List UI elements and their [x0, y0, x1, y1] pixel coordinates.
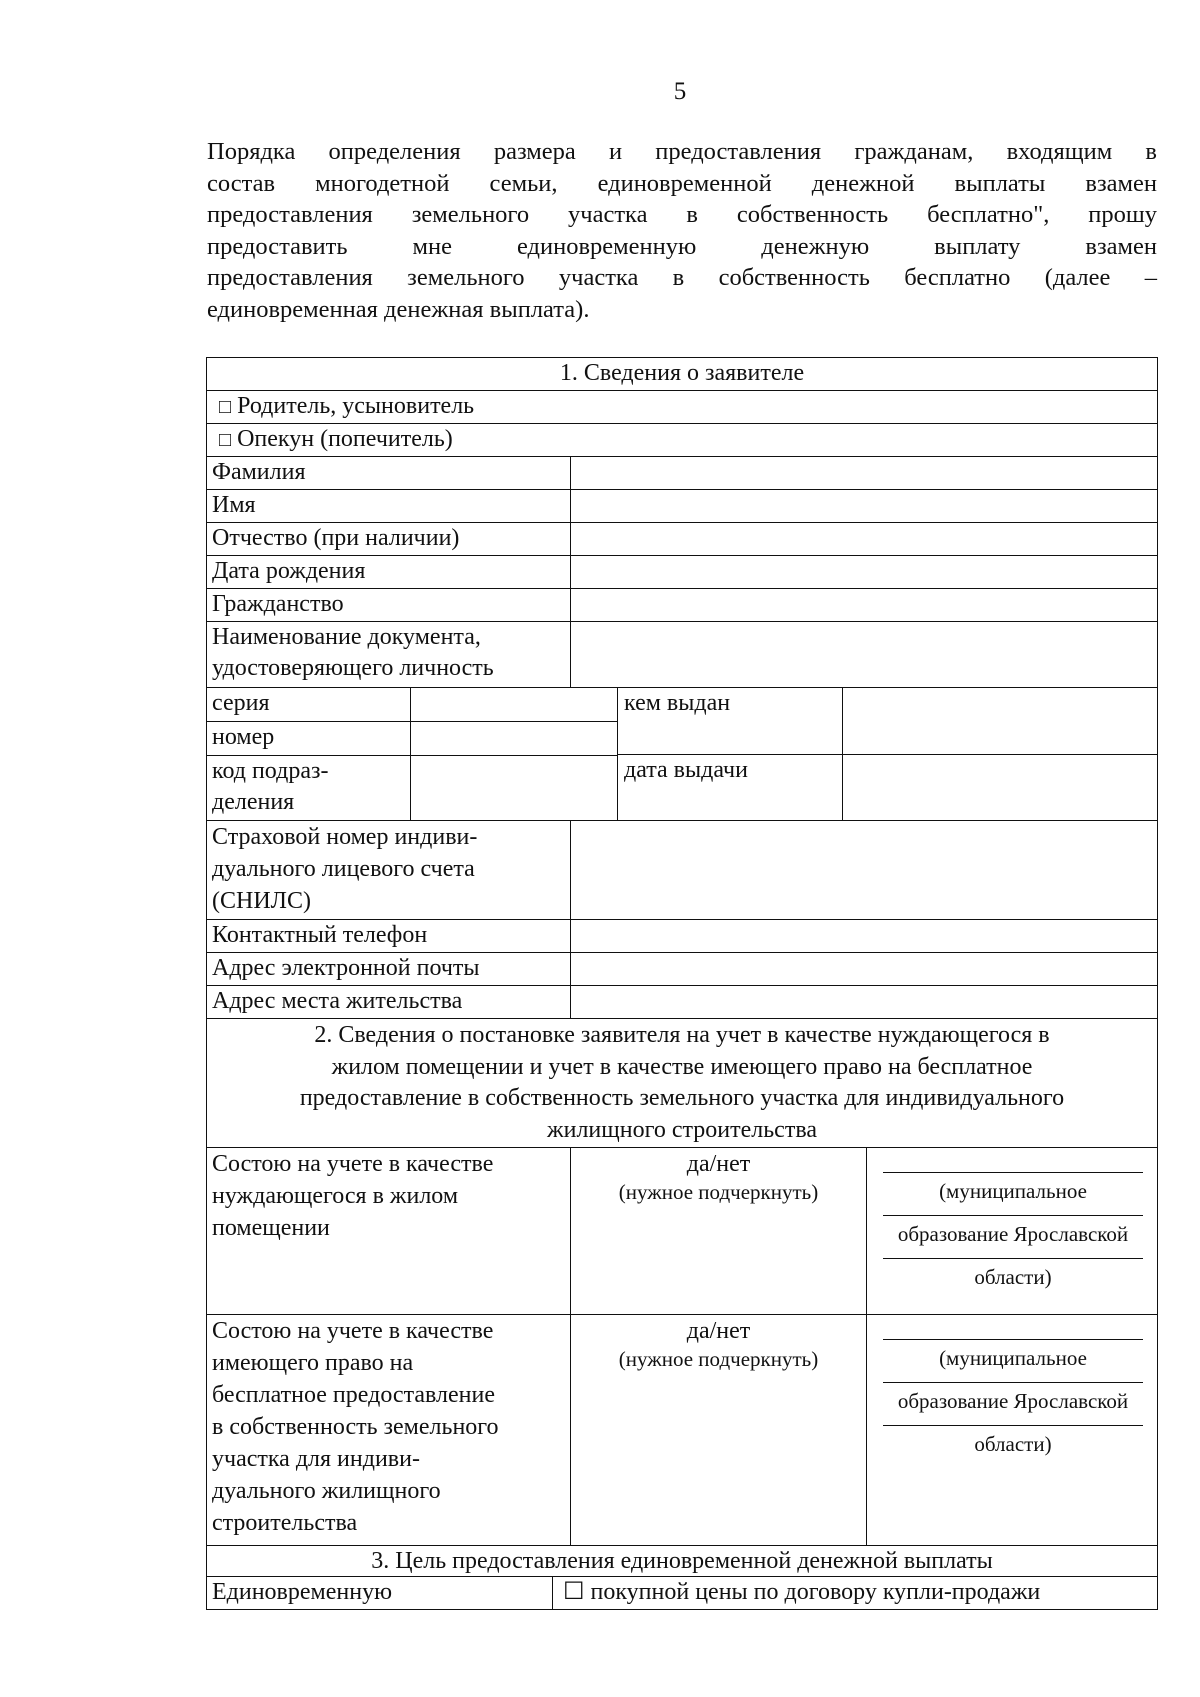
snils-row: [207, 821, 1157, 920]
option-parent-label: Родитель, усыновитель: [237, 393, 475, 419]
number-label: номер: [207, 722, 411, 755]
intro-paragraph: [207, 136, 1157, 325]
phone-field[interactable]: [571, 920, 1157, 952]
underline-hint: (нужное подчеркнуть): [618, 1180, 819, 1204]
birth-date-row: [207, 556, 1157, 589]
id-document-field[interactable]: [571, 622, 1157, 687]
series-row: [207, 688, 617, 722]
goal-row: [207, 1577, 1157, 1609]
surname-field[interactable]: [571, 457, 1157, 489]
passport-details: [207, 688, 1157, 821]
number-row: [207, 722, 617, 756]
goal-option[interactable]: [553, 1577, 1157, 1609]
option-parent-row[interactable]: [207, 391, 1157, 424]
email-label: Адрес электронной почты: [207, 953, 571, 985]
land-right-municipality[interactable]: (муниципальное образование Ярославской области): [867, 1315, 1157, 1545]
unit-code-row: [207, 756, 617, 820]
id-document-label: Наименование документа, удостоверяющего личность: [207, 622, 571, 687]
snils-label: Страховой номер индиви- дуального лицевого счета (СНИЛС): [207, 821, 571, 919]
unit-code-field[interactable]: [411, 756, 617, 820]
address-field[interactable]: [571, 986, 1157, 1018]
phone-row: [207, 920, 1157, 953]
surname-row: [207, 457, 1157, 490]
checkbox-icon[interactable]: ☐: [563, 1579, 585, 1605]
surname-label: Фамилия: [207, 457, 571, 489]
citizenship-row: [207, 589, 1157, 622]
application-form-table: [206, 357, 1158, 1610]
intro-line: состав многодетной семьи, единовременной денежной выплаты взамен: [207, 169, 1157, 197]
housing-need-label: Состою на учете в качестве нуждающегося в жилом помещении: [207, 1148, 571, 1314]
land-right-answer[interactable]: [571, 1315, 867, 1545]
email-field[interactable]: [571, 953, 1157, 985]
issue-date-row: [618, 755, 1157, 821]
snils-field[interactable]: [571, 821, 1157, 919]
option-guardian-row[interactable]: [207, 424, 1157, 457]
option-guardian-label: Опекун (попечитель): [237, 426, 453, 452]
section2-title: 2. Сведения о постановке заявителя на учет в качестве нуждающегося в жилом помещении и учет в качестве имеющего право на бесплатное предоставление в собственность земельного участка для индивидуального жилищного строительства: [207, 1019, 1157, 1148]
intro-line: Порядка определения размера и предоставления гражданам, входящим в: [207, 138, 1157, 165]
housing-need-row: [207, 1148, 1157, 1315]
birth-date-field[interactable]: [571, 556, 1157, 588]
housing-need-municipality[interactable]: (муниципальное образование Ярославской области): [867, 1148, 1157, 1314]
page-number: 5: [673, 78, 687, 105]
address-label: Адрес места жительства: [207, 986, 571, 1018]
intro-line: предоставления земельного участка в собственность бесплатно (далее –: [207, 264, 1157, 291]
intro-line: предоставления земельного участка в собственность бесплатно", прошу: [207, 201, 1157, 228]
issued-by-field[interactable]: [843, 688, 1157, 754]
issue-date-field[interactable]: [843, 755, 1157, 821]
issued-by-label: кем выдан: [618, 688, 843, 754]
name-row: [207, 490, 1157, 523]
section3-title: 3. Цель предоставления единовременной денежной выплаты: [207, 1546, 1157, 1577]
issued-by-row: [618, 688, 1157, 755]
land-right-label: Состою на учете в качестве имеющего право на бесплатное предоставление в собственность земельного участка для индиви- дуального жилищного строительства: [207, 1315, 571, 1545]
section1-title: 1. Сведения о заявителе: [559, 360, 805, 386]
issue-date-label: дата выдачи: [618, 755, 843, 821]
number-field[interactable]: [411, 722, 617, 755]
address-row: [207, 986, 1157, 1019]
name-label: Имя: [207, 490, 571, 522]
citizenship-field[interactable]: [571, 589, 1157, 621]
citizenship-label: Гражданство: [207, 589, 571, 621]
checkbox-icon[interactable]: □: [219, 429, 232, 451]
intro-line: предоставить мне единовременную денежную выплату взамен: [207, 232, 1157, 260]
underline-hint: (нужное подчеркнуть): [618, 1347, 819, 1371]
goal-label: Единовременную: [207, 1577, 553, 1609]
housing-need-answer[interactable]: [571, 1148, 867, 1314]
name-field[interactable]: [571, 490, 1157, 522]
birth-date-label: Дата рождения: [207, 556, 571, 588]
email-row: [207, 953, 1157, 986]
patronymic-row: [207, 523, 1157, 556]
patronymic-field[interactable]: [571, 523, 1157, 555]
id-document-row: [207, 622, 1157, 688]
goal-option-label: покупной цены по договору купли-продажи: [590, 1579, 1041, 1605]
series-field[interactable]: [411, 688, 617, 721]
patronymic-label: Отчество (при наличии): [207, 523, 571, 555]
section1-header: [207, 358, 1157, 391]
unit-code-label: код подраз- деления: [207, 756, 411, 820]
intro-line: единовременная денежная выплата).: [207, 295, 590, 323]
series-label: серия: [207, 688, 411, 721]
phone-label: Контактный телефон: [207, 920, 571, 952]
land-right-row: [207, 1315, 1157, 1546]
yes-no-text: да/нет: [686, 1318, 751, 1344]
yes-no-text: да/нет: [686, 1151, 751, 1177]
checkbox-icon[interactable]: □: [219, 396, 232, 418]
